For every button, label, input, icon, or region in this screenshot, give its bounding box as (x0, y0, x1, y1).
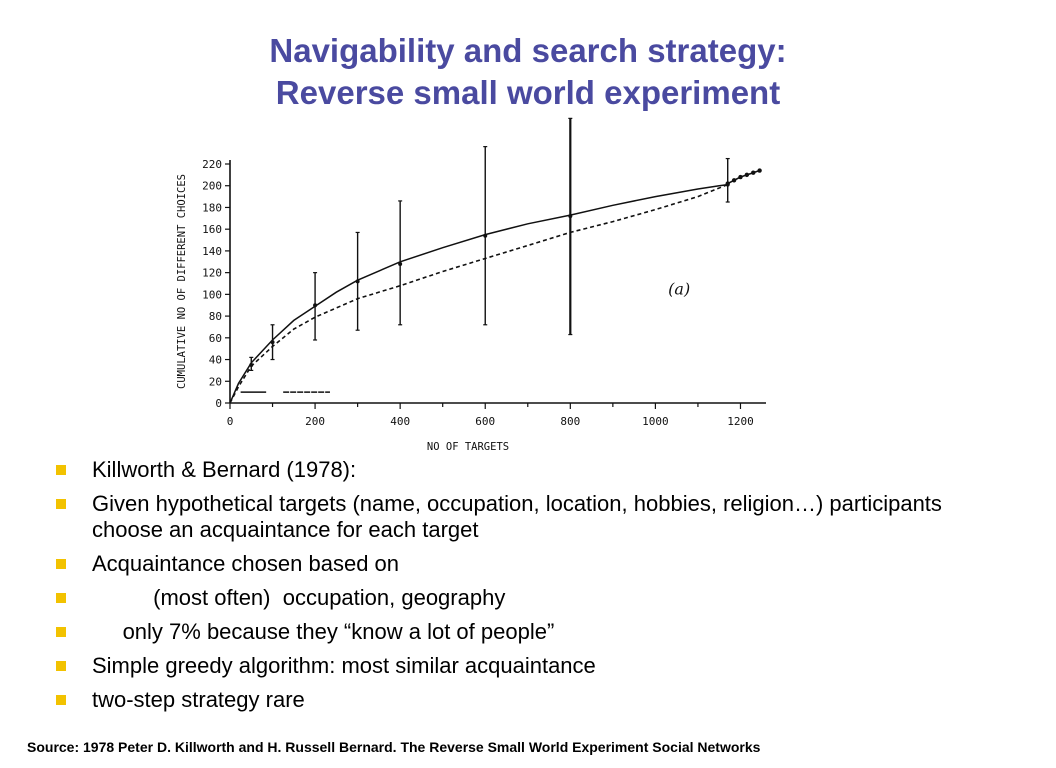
x-tick-label: 600 (475, 415, 496, 428)
bullet-square-icon (56, 593, 66, 603)
slide-title (0, 30, 1056, 114)
bullet-item: only 7% because they “know a lot of people” (56, 619, 996, 645)
y-tick-label: 60 (208, 331, 222, 345)
bullet-square-icon (56, 499, 66, 509)
x-tick-label: 800 (560, 415, 581, 428)
bullet-square-icon (56, 559, 66, 569)
x-tick-label: 0 (226, 415, 234, 428)
series-line-solid (230, 185, 728, 403)
source-citation: Source: 1978 Peter D. Killworth and H. Russell Bernard. The Reverse Small World Experiment Social Networks (27, 739, 761, 755)
series-tail-point (751, 170, 755, 174)
bullet-square-icon (56, 465, 66, 475)
x-tick-label: 400 (390, 415, 411, 428)
y-tick-label: 180 (202, 201, 222, 215)
bullet-item: Simple greedy algorithm: most similar acquaintance (56, 653, 996, 679)
bullet-item: (most often) occupation, geography (56, 585, 996, 611)
bullet-square-icon (56, 627, 66, 637)
y-tick-label: 100 (202, 288, 222, 302)
x-tick-label: 1200 (727, 415, 754, 428)
cumulative-choices-chart (168, 116, 778, 453)
bullet-square-icon (56, 661, 66, 671)
panel-annotation: (a) (668, 279, 691, 299)
y-tick-label: 20 (208, 375, 222, 389)
bullet-item: Acquaintance chosen based on (56, 551, 996, 577)
bullet-item: Given hypothetical targets (name, occupation, location, hobbies, religion…) participants choose an acquaintance for each target (56, 491, 996, 543)
y-tick-label: 200 (202, 179, 222, 193)
y-tick-label: 120 (202, 266, 222, 280)
y-axis-label: CUMULATIVE NO OF DIFFERENT CHOICES (176, 174, 188, 389)
series-tail-point (732, 178, 736, 182)
y-tick-label: 220 (202, 158, 222, 171)
series-tail-point (757, 168, 761, 172)
series-tail-point (726, 181, 730, 185)
x-tick-label: 200 (305, 415, 326, 428)
series-tail-point (738, 175, 742, 179)
title-line-1: Navigability and search strategy: (269, 32, 787, 69)
y-tick-label: 160 (202, 223, 222, 237)
y-tick-label: 40 (208, 353, 222, 367)
bullet-item: Killworth & Bernard (1978): (56, 457, 996, 483)
y-tick-label: 80 (208, 310, 222, 324)
y-tick-label: 140 (202, 244, 222, 258)
y-tick-label: 0 (215, 397, 222, 410)
x-tick-label: 1000 (642, 415, 669, 428)
x-axis-label: NO OF TARGETS (426, 441, 510, 453)
series-tail-point (745, 173, 749, 177)
series-line-dashed (230, 185, 728, 403)
bullet-square-icon (56, 695, 66, 705)
bullet-list (56, 457, 996, 721)
title-line-2: Reverse small world experiment (275, 74, 781, 111)
bullet-item: two-step strategy rare (56, 687, 996, 713)
